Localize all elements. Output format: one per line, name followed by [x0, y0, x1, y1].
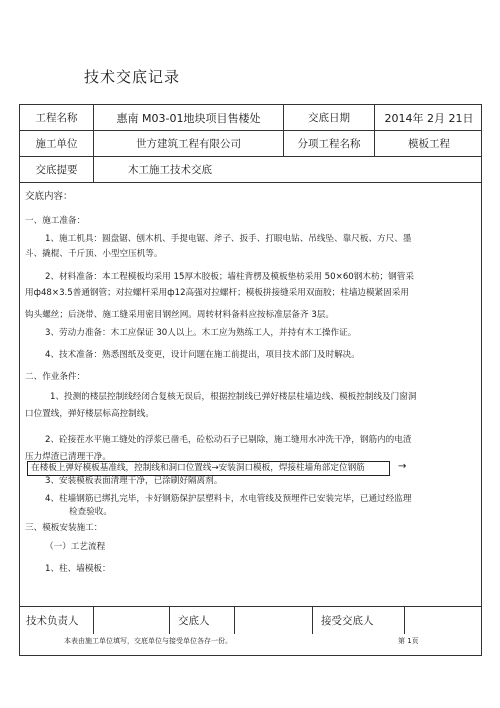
date-value: 2014年 2月 21日 [384, 111, 474, 125]
summary-label: 交底提要 [20, 157, 94, 182]
content-line: 3、劳动力准备：木工应保证 30人以上。木工应为熟练工人，并持有木工操作证。 [45, 328, 357, 338]
content-line: 一、施工准备： [25, 216, 86, 226]
content-line: 口位置线，弹好楼层标高控制线。 [25, 409, 154, 419]
content-line: （一）工艺流程 [45, 542, 106, 552]
content-heading: 交底内容： [25, 191, 73, 202]
content-line: 检查验收。 [69, 507, 112, 517]
unit-value: 世方建筑工程有限公司 [94, 131, 284, 156]
giver-signature [235, 606, 313, 634]
content-line: 4、技术准备：熟悉图纸及变更，设计问题在施工前提出，项目技术部门及时解决。 [45, 350, 360, 360]
content-line: 钩头螺丝；后浇带、施工缝采用密目钢丝网。周转材料备料应按标准层备齐 3层。 [25, 310, 334, 320]
unit-label: 施工单位 [20, 131, 94, 156]
flow-arrow-icon: → [398, 461, 407, 472]
footer-note: 本表由施工单位填写，交底单位与接受单位各存一份。 [64, 637, 232, 645]
signature-row [20, 606, 481, 634]
content-line: 2、砼接茬水平施工缝处的浮浆已凿毛，砼松动石子已剔除，施工缝用水冲洗干净，钢筋内的电渣 [45, 435, 412, 445]
content-line: 三、模板安装施工： [25, 523, 103, 533]
content-line: 1、施工机具：圆盘锯、刨木机、手提电锯、斧子、扳手、打眼电钻、吊线坠、靠尺板、方尺、墨 [45, 234, 412, 244]
content-line: 3、安装模板表面清理干净，已涂刷好隔离剂。 [45, 476, 223, 486]
page-number: 第 1页 [398, 637, 419, 645]
content-line: 2、材料准备：本工程模板均采用 15厚木胶板；墙柱背楞及模板垫枋采用 50×60钢木枋；钢管采 [45, 272, 414, 282]
disclosure-form [19, 104, 482, 656]
disclosure-content [20, 183, 481, 607]
content-line: 二、作业条件： [25, 372, 86, 382]
summary-row [20, 157, 481, 183]
project-row [20, 105, 481, 131]
receiver-signature [405, 606, 483, 634]
content-line: 用ф48×3.5普通钢管；对拉螺杆采用ф12高强对拉螺杆；模板拼接缝采用双面胶；柱墙边模紧固采用 [25, 288, 409, 298]
subproject-label: 分项工程名称 [284, 131, 375, 156]
giver-label: 交底人 [170, 606, 235, 634]
document-title: 技术交底记录 [84, 68, 181, 86]
content-line: 4、柱墙钢筋已绑扎完毕，卡好钢筋保护层塑料卡，水电管线及预埋件已安装完毕，已通过经监理 [45, 494, 412, 504]
subproject-value: 模板工程 [408, 138, 450, 150]
leader-label: 技术负责人 [20, 606, 94, 634]
summary-value: 木工施工技术交底 [128, 164, 212, 176]
unit-row [20, 131, 481, 157]
content-line: 压力焊渣已清理干净。 [25, 452, 111, 462]
date-label: 交底日期 [284, 105, 375, 130]
leader-signature [94, 606, 170, 634]
project-value: 惠南 M03-01地块项目售楼处 [94, 105, 284, 130]
content-line: 1、柱、墙模板： [45, 564, 111, 574]
receiver-label: 接受交底人 [313, 606, 405, 634]
project-label: 工程名称 [20, 105, 94, 130]
process-flow-box: 在楼板上弹好模板基准线，控制线和洞口位置线→安装洞口模板，焊接柱墙角部定位钢筋 [27, 461, 390, 476]
content-line: 1、投测的楼层控制线经闭合复核无误后，根据控制线已弹好楼层柱墙边线、模板控制线及门窗洞 [50, 392, 417, 402]
content-line: 斗、撬棍、千斤顶、小型空压机等。 [25, 249, 163, 259]
